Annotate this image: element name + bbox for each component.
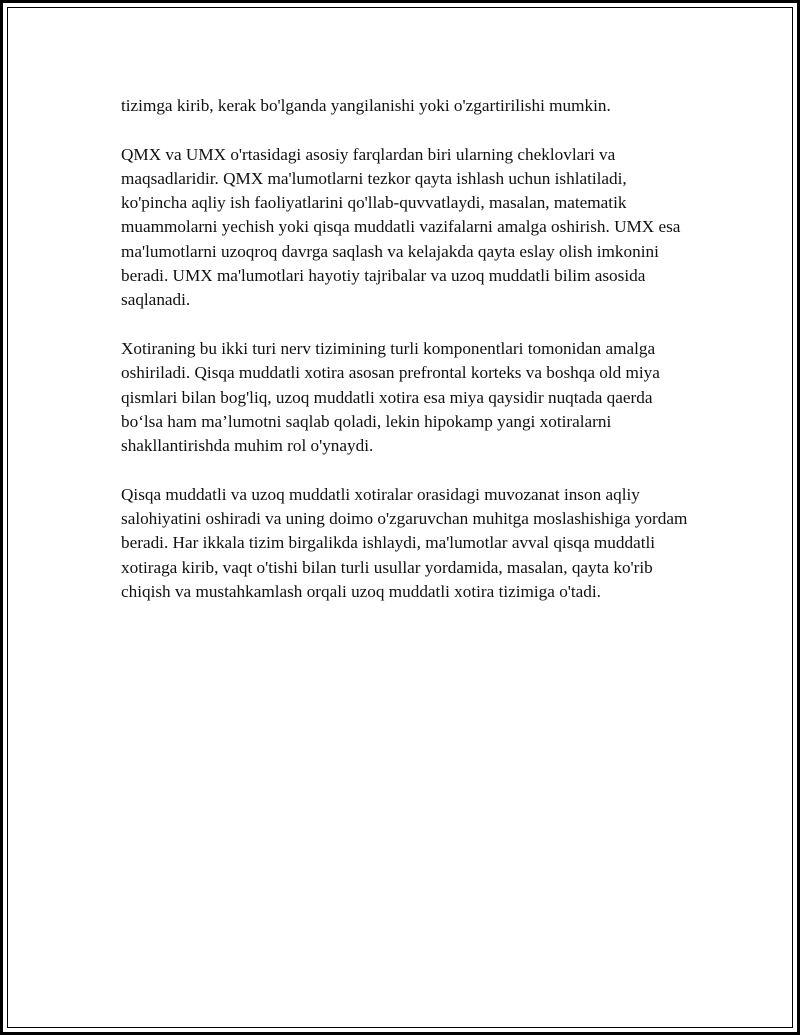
paragraph-2: QMX va UMX o'rtasidagi asosiy farqlardan biri ularning cheklovlari va maqsadlaridir. QMX ma'lumotlarni tezkor qayta ishlash uchun ishlatiladi, ko'pincha aqliy ish faoliyatlarini qo'llab-quvvatlaydi, masalan, matematik muammolarni yechish yoki qisqa muddatli vazifalarni amalga oshirish. UMX esa ma'lumotlarni uzoqroq davrga saqlash va kelajakda qayta eslay olish imkonini beradi. UMX ma'lumotlari hayotiy tajribalar va uzoq muddatli bilim asosida saqlanadi. <box>121 144 681 310</box>
paragraph-1: tizimga kirib, kerak bo'lganda yangilanishi yoki o'zgartirilishi mumkin. <box>121 96 611 115</box>
paragraph-4: Qisqa muddatli va uzoq muddatli xotiralar orasidagi muvozanat inson aqliy salohiyatini oshiradi va uning doimo o'zgaruvchan muhitga moslashishiga yordam beradi. Har ikkala tizim birgalikda ishlaydi, ma'lumotlar avval qisqa muddatli xotiraga kirib, vaqt o'tishi bilan turli usullar yordamida, masalan, qayta ko'rib chiqish va mustahkamlash orqali uzoq muddatli xotira tizimiga o'tadi. <box>121 484 688 601</box>
paragraph-3: Xotiraning bu ikki turi nerv tizimining turli komponentlari tomonidan amalga oshiriladi. Qisqa muddatli xotira asosan prefrontal korteks va boshqa old miya qismlari bilan bog'liq, uzoq muddatli xotira esa miya qaysidir nuqtada qaerda bo‘lsa ham ma’lumotni saqlab qoladi, lekin hipokamp yangi xotiralarni shakllantirishda muhim rol o'ynaydi. <box>121 338 660 456</box>
document-body <box>121 94 696 629</box>
